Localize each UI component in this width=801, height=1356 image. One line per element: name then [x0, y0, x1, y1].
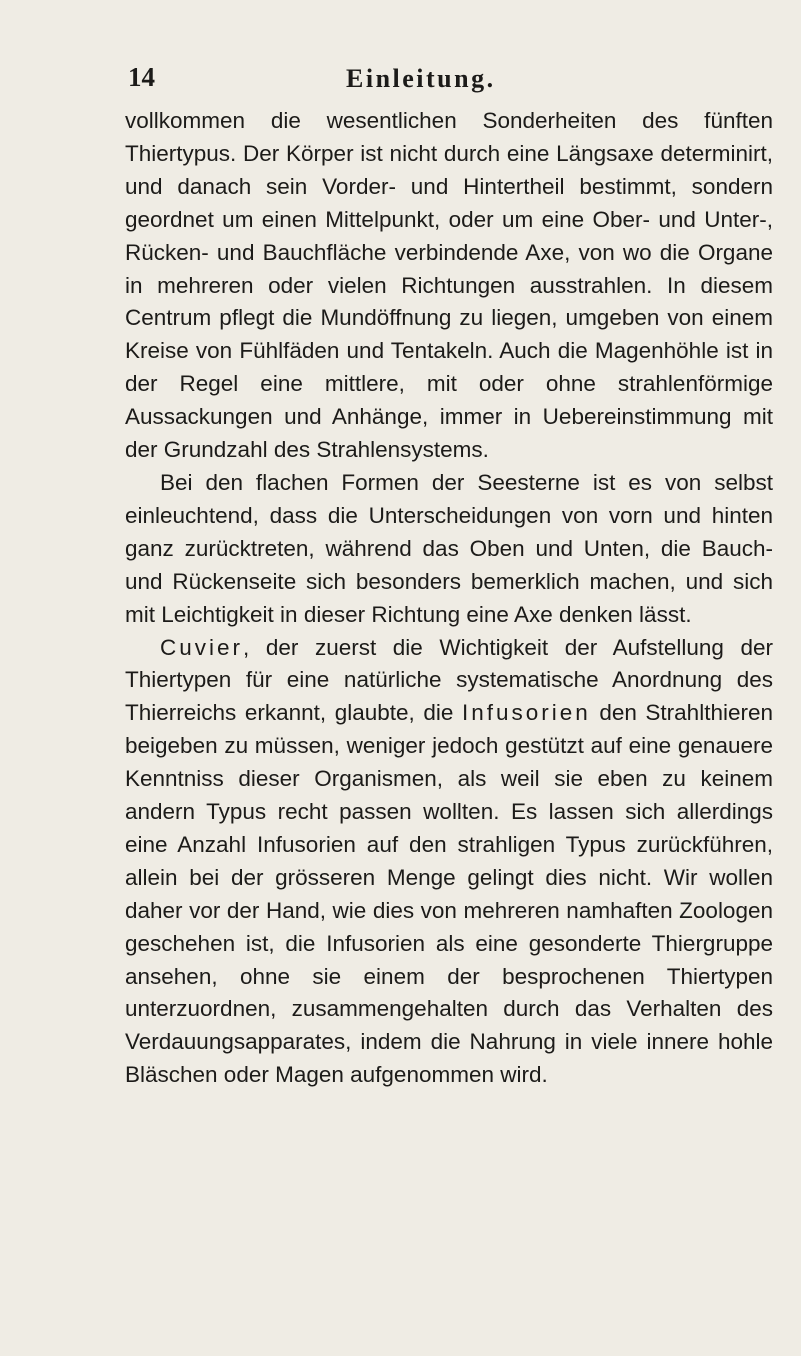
paragraph-3-text-a: , der zuerst die Wichtigkeit der Aufstellung der Thiertypen für eine natürliche systematische Anordnung des Thierreichs erkannt, glaubte, die	[125, 634, 773, 726]
page-header	[0, 62, 801, 102]
page-number: 14	[128, 62, 155, 92]
paragraph-1: vollkommen die wesentlichen Sonderheiten des fünften Thiertypus. Der Körper ist nicht durch eine Längsaxe determinirt, und danach sein Vorder- und Hintertheil bestimmt, sondern geordnet um einen Mittelpunkt, oder um eine Ober- und Unter-, Rücken- und Bauchfläche verbindende Axe, von wo die Organe in mehreren oder vielen Richtungen ausstrahlen. In diesem Centrum pflegt die Mundöffnung zu liegen, umgeben von einem Kreise von Fühlfäden und Tentakeln. Auch die Magenhöhle ist in der Regel eine mittlere, mit oder ohne strahlenförmige Aussackungen und Anhänge, immer in Uebereinstimmung mit der Grundzahl des Strahlensystems.	[125, 108, 773, 463]
body-text	[125, 105, 773, 1092]
term-infusorien: Infusorien	[461, 700, 591, 726]
paragraph-3-text-b: den Strahlthieren beigeben zu müssen, weniger jedoch gestützt auf eine genauere Kenntniss dieser Organismen, als weil sie eben zu keinem andern Typus recht passen wollten. Es lassen sich allerdings eine Anzahl Infusorien auf den strahligen Typus zurückführen, allein bei der grösseren Menge gelingt dies nicht. Wir wollen daher vor der Hand, wie dies von mehreren namhaften Zoologen geschehen ist, die Infusorien als eine gesonderte Thiergruppe ansehen, ohne sie einem der besprochenen Thiertypen unterzuordnen, zusammengehalten durch das Verhalten des Verdauungsapparates, indem die Nahrung in viele innere hohle Bläschen oder Magen aufgenommen wird.	[125, 700, 773, 1088]
paragraph-3	[125, 632, 773, 1093]
author-name-cuvier: Cuvier	[160, 634, 244, 660]
running-head: Einleitung.	[346, 64, 496, 93]
paragraph-2: Bei den flachen Formen der Seesterne ist es von selbst einleuchtend, dass die Unterscheidungen von vorn und hinten ganz zurücktreten, während das Oben und Unten, die Bauch- und Rückenseite sich besonders bemerklich machen, und sich mit Leichtigkeit in dieser Richtung eine Axe denken lässt.	[125, 469, 773, 627]
